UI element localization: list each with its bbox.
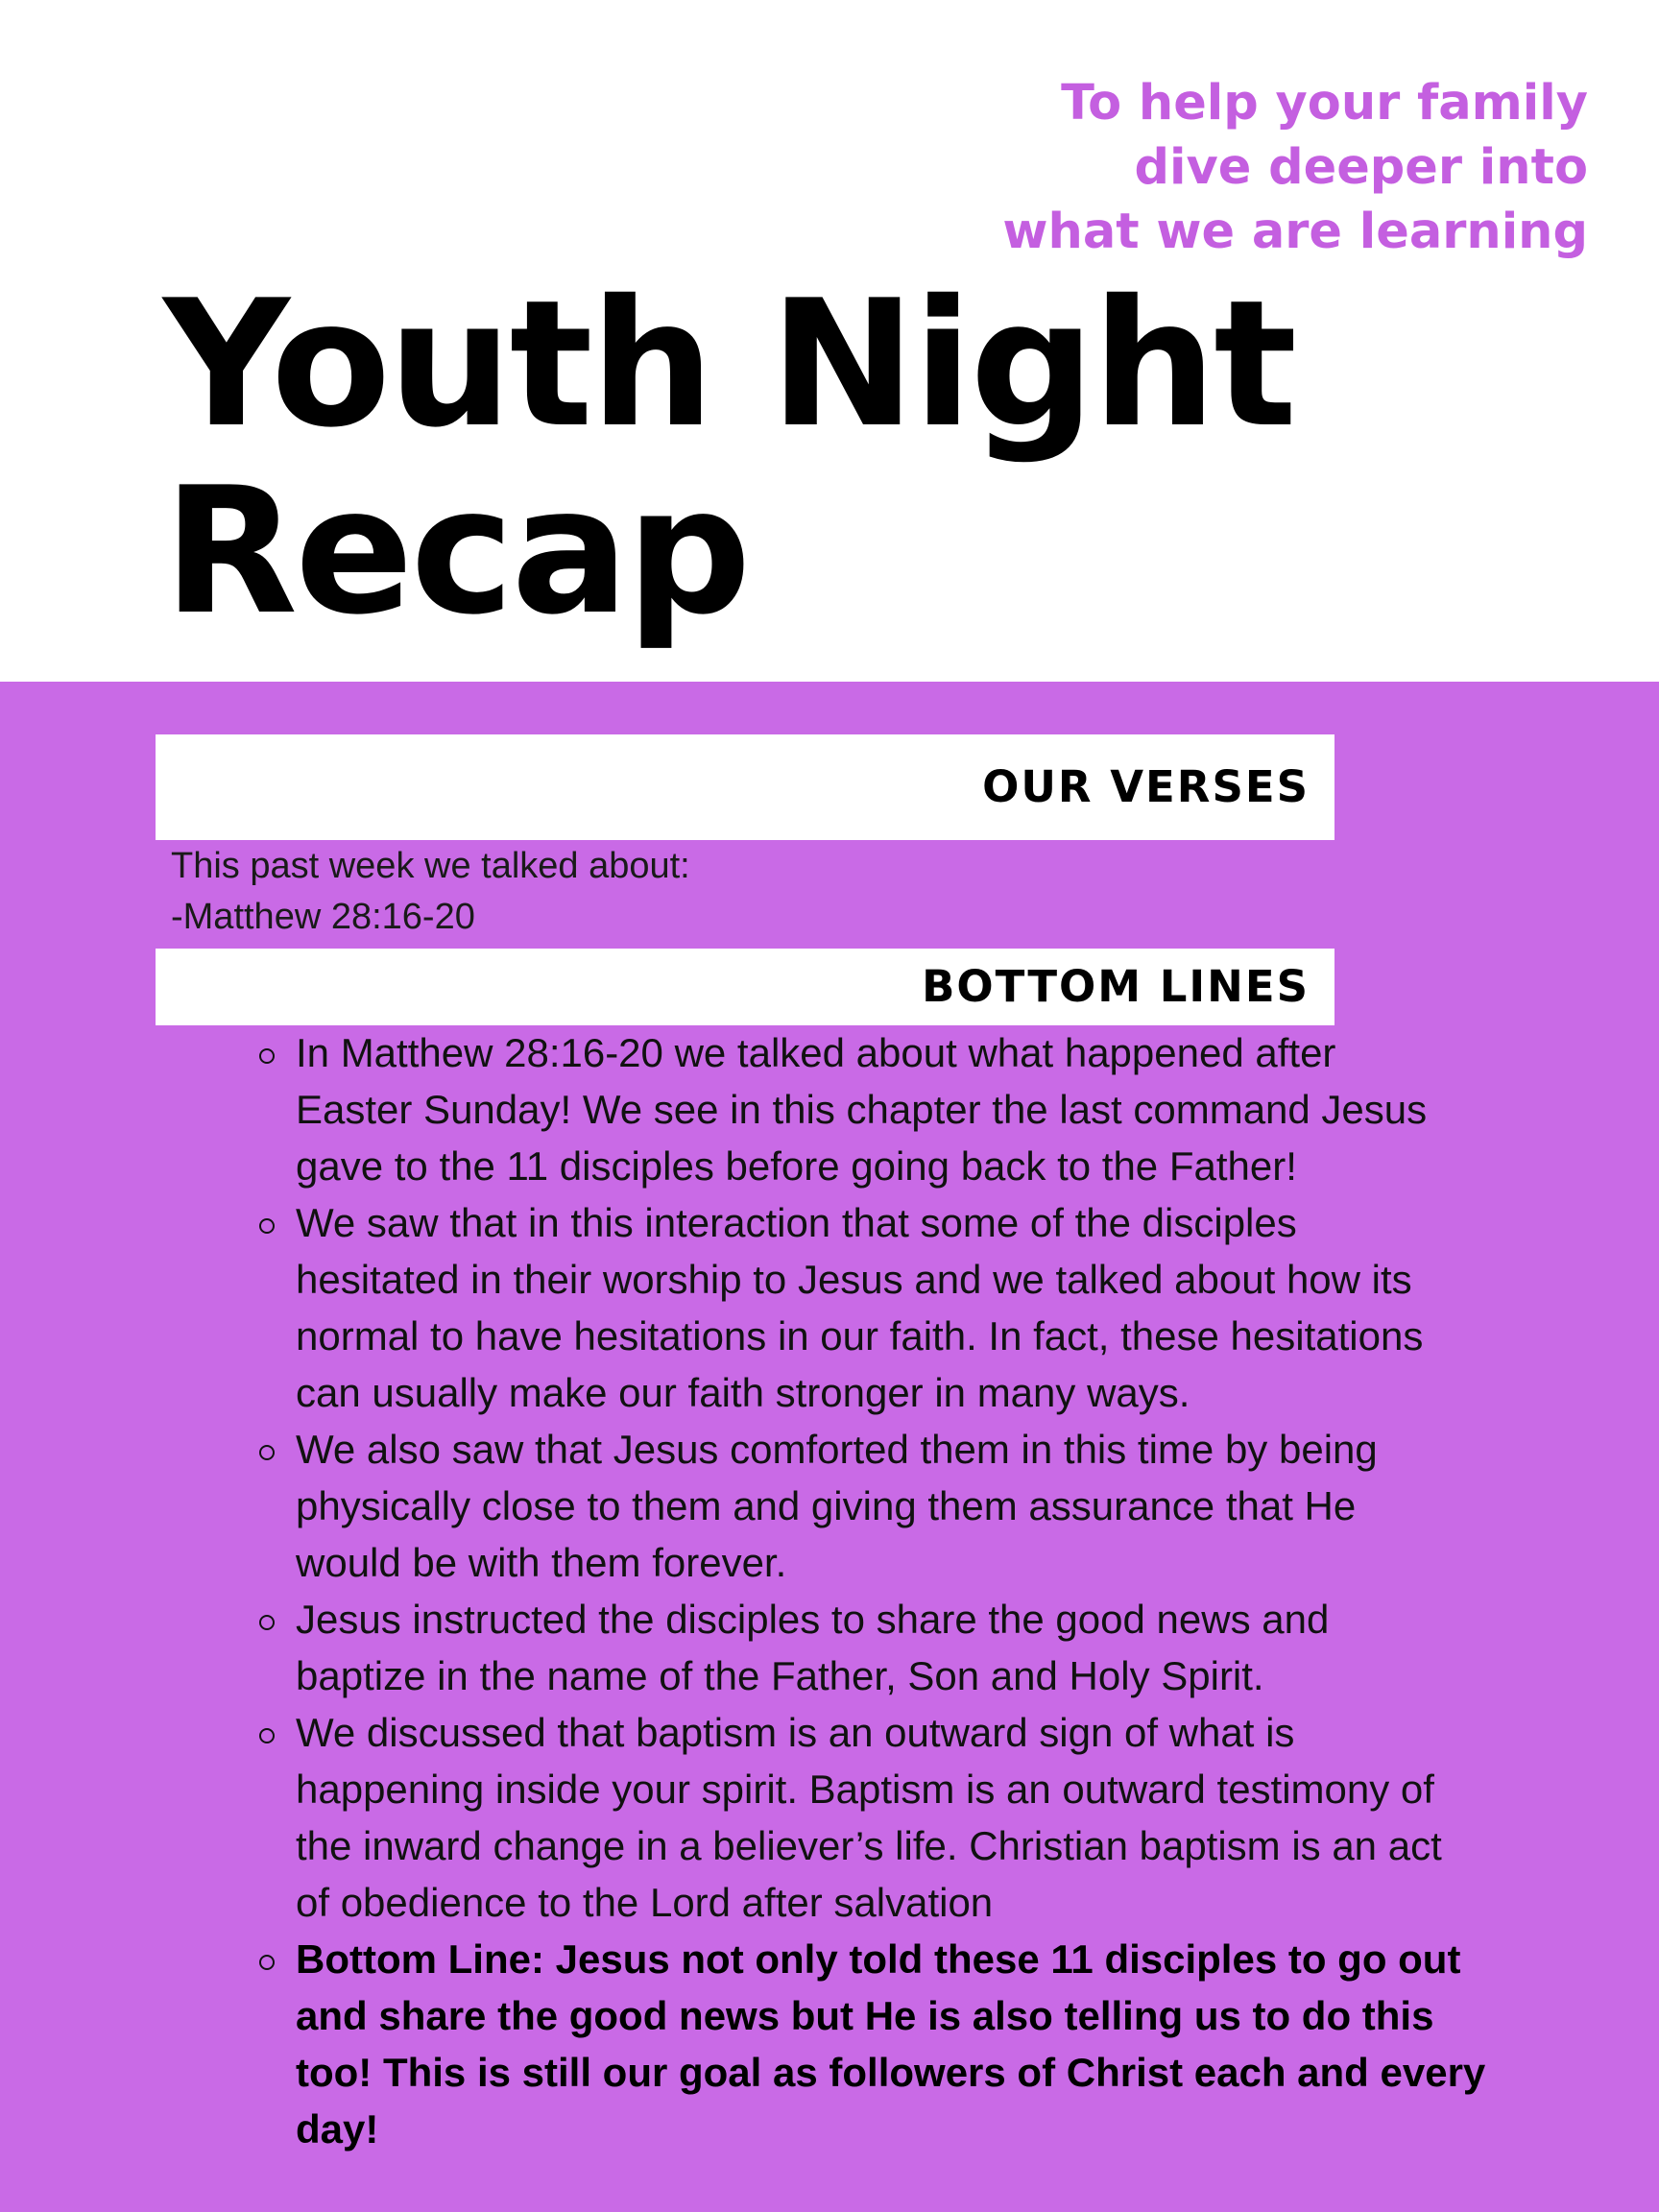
tagline — [916, 71, 1588, 264]
list-item-line: of obedience to the Lord after salvation — [296, 1880, 994, 1925]
list-item-line: too! This is still our goal as followers of Christ each and every — [296, 2050, 1486, 2095]
page-title — [163, 262, 1295, 653]
list-item-line: We discussed that baptism is an outward sign of what is — [296, 1710, 1295, 1755]
list-item-line: Easter Sunday! We see in this chapter the last command Jesus — [296, 1087, 1428, 1132]
list-item-line: We also saw that Jesus comforted them in this time by being — [296, 1427, 1378, 1472]
our-verses-heading: OUR VERSES — [156, 734, 1334, 840]
list-item — [259, 1704, 1584, 1931]
list-item — [259, 1591, 1584, 1704]
hollow-circle-bullet-icon — [259, 1728, 275, 1743]
hollow-circle-bullet-icon — [259, 1615, 275, 1630]
tagline-line: what we are learning — [1002, 204, 1588, 260]
page-title-line: Recap — [163, 449, 749, 653]
verses-line: This past week we talked about: — [171, 846, 690, 886]
list-item-line: We saw that in this interaction that some of the disciples — [296, 1200, 1297, 1245]
hollow-circle-bullet-icon — [259, 1048, 275, 1064]
list-item-line: would be with them forever. — [296, 1540, 787, 1585]
tagline-line: To help your family — [1061, 75, 1588, 132]
hollow-circle-bullet-icon — [259, 1445, 275, 1460]
list-item-line: Jesus instructed the disciples to share the good news and — [296, 1597, 1330, 1642]
list-item — [259, 1194, 1584, 1421]
list-item — [259, 1024, 1584, 1194]
list-item-line: In Matthew 28:16-20 we talked about what happened after — [296, 1030, 1336, 1075]
list-item-line: can usually make our faith stronger in many ways. — [296, 1370, 1190, 1415]
hollow-circle-bullet-icon — [259, 1218, 275, 1234]
list-item-line: day! — [296, 2106, 379, 2152]
list-item-line: baptize in the name of the Father, Son and Holy Spirit. — [296, 1653, 1264, 1698]
list-item-line: and share the good news but He is also telling us to do this — [296, 1993, 1434, 2038]
list-item-line: hesitated in their worship to Jesus and we talked about how its — [296, 1257, 1412, 1302]
bottom-lines-heading: BOTTOM LINES — [156, 949, 1334, 1025]
verses-line: -Matthew 28:16-20 — [171, 897, 475, 937]
verses-text — [171, 841, 690, 943]
tagline-line: dive deeper into — [1134, 139, 1588, 196]
page-title-line: Youth Night — [163, 262, 1295, 466]
list-item — [259, 1421, 1584, 1591]
bottom-lines-list — [259, 1024, 1584, 2157]
list-item-line: normal to have hesitations in our faith. In fact, these hesitations — [296, 1313, 1424, 1358]
list-item-line: Bottom Line: Jesus not only told these 11 disciples to go out — [296, 1936, 1461, 1982]
list-item-line: happening inside your spirit. Baptism is an outward testimony of — [296, 1767, 1434, 1812]
hollow-circle-bullet-icon — [259, 1955, 275, 1970]
list-item-line: the inward change in a believer’s life. Christian baptism is an act — [296, 1823, 1442, 1868]
bottom-line-summary-item — [259, 1931, 1584, 2157]
list-item-line: physically close to them and giving them assurance that He — [296, 1483, 1357, 1528]
list-item-line: gave to the 11 disciples before going back to the Father! — [296, 1143, 1297, 1189]
